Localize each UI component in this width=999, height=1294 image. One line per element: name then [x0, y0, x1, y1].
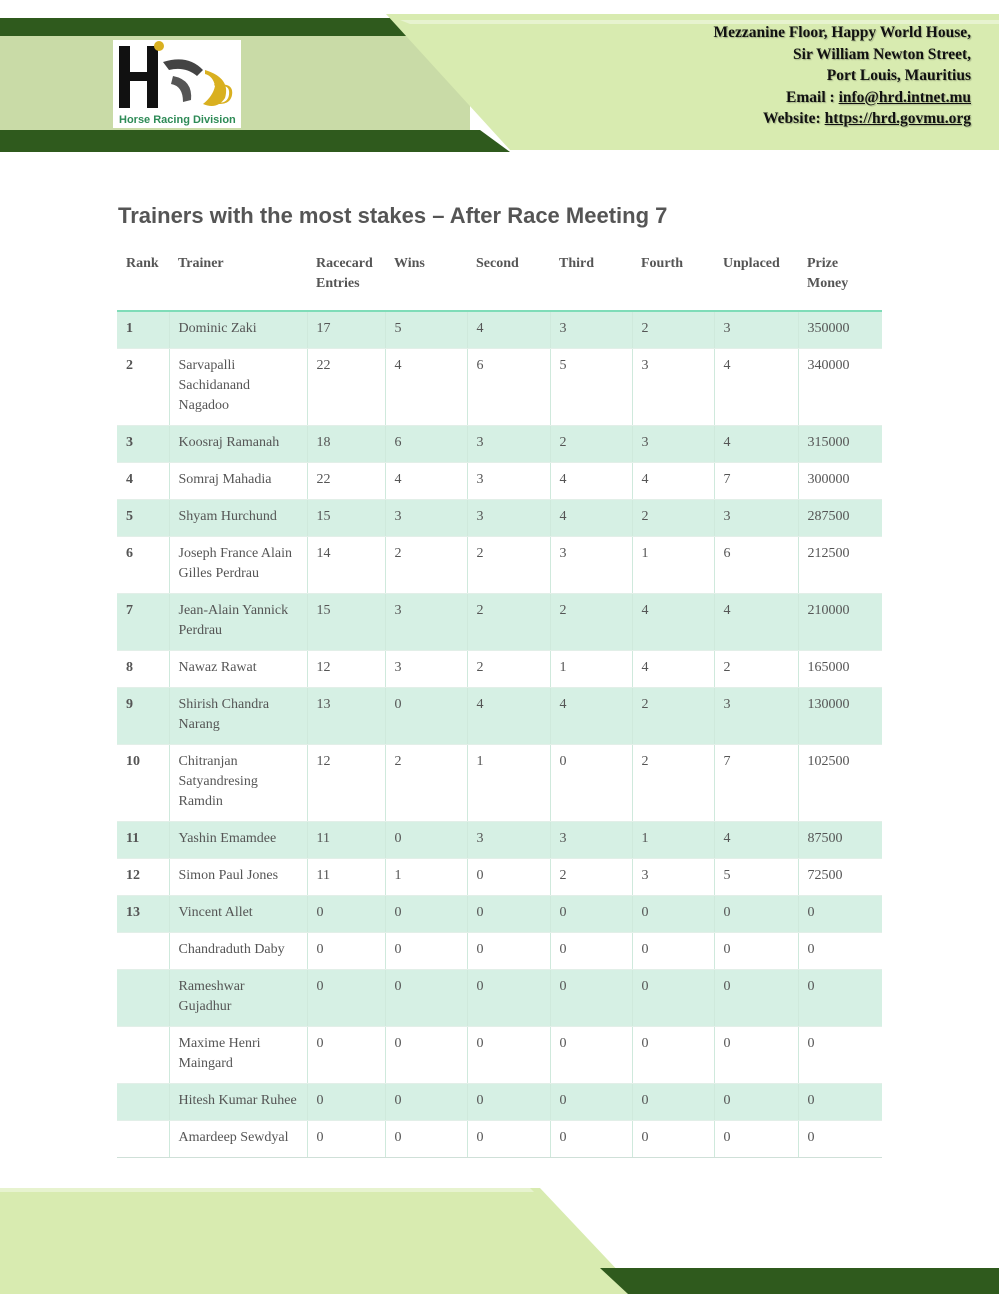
- prize-money-cell: 0: [798, 970, 882, 1027]
- wins-cell: 2: [385, 537, 467, 594]
- prize-money-cell: 0: [798, 1084, 882, 1121]
- rank-cell: 8: [117, 651, 169, 688]
- second-cell: 0: [467, 896, 550, 933]
- second-cell: 4: [467, 311, 550, 349]
- prize-money-cell: 0: [798, 1121, 882, 1158]
- table-row: [117, 745, 882, 822]
- table-row: [117, 311, 882, 349]
- entries-cell: 12: [307, 651, 385, 688]
- fourth-cell: 4: [632, 651, 714, 688]
- unplaced-cell: 0: [714, 1084, 798, 1121]
- entries-cell: 0: [307, 1121, 385, 1158]
- prize-money-cell: 0: [798, 896, 882, 933]
- hrd-logo-icon: [113, 40, 241, 112]
- fourth-cell: 3: [632, 349, 714, 426]
- col-header-fourth: Fourth: [632, 246, 714, 311]
- entries-cell: 22: [307, 349, 385, 426]
- prize-money-cell: 315000: [798, 426, 882, 463]
- entries-cell: 12: [307, 745, 385, 822]
- address-line: Sir William Newton Street,: [793, 45, 971, 63]
- third-cell: 0: [550, 1027, 632, 1084]
- third-cell: 3: [550, 537, 632, 594]
- prize-money-cell: 287500: [798, 500, 882, 537]
- table-row: [117, 1121, 882, 1158]
- second-cell: 0: [467, 859, 550, 896]
- second-cell: 3: [467, 822, 550, 859]
- col-header-prize-money: Prize Money: [798, 246, 882, 311]
- prize-money-cell: 300000: [798, 463, 882, 500]
- unplaced-cell: 6: [714, 537, 798, 594]
- fourth-cell: 1: [632, 822, 714, 859]
- rank-cell: 10: [117, 745, 169, 822]
- rank-cell: 9: [117, 688, 169, 745]
- third-cell: 4: [550, 500, 632, 537]
- unplaced-cell: 4: [714, 349, 798, 426]
- wins-cell: 0: [385, 1027, 467, 1084]
- second-cell: 0: [467, 1027, 550, 1084]
- second-cell: 0: [467, 1121, 550, 1158]
- rank-cell: 2: [117, 349, 169, 426]
- rank-cell: [117, 933, 169, 970]
- table-row: [117, 1084, 882, 1121]
- website-line: [714, 108, 971, 130]
- second-cell: 2: [467, 651, 550, 688]
- third-cell: 3: [550, 822, 632, 859]
- third-cell: 3: [550, 311, 632, 349]
- second-cell: 2: [467, 537, 550, 594]
- unplaced-cell: 3: [714, 311, 798, 349]
- entries-cell: 0: [307, 970, 385, 1027]
- second-cell: 4: [467, 688, 550, 745]
- table-row: [117, 426, 882, 463]
- trainer-cell: Yashin Emamdee: [169, 822, 307, 859]
- fourth-cell: 0: [632, 1084, 714, 1121]
- table-row: [117, 500, 882, 537]
- wins-cell: 2: [385, 745, 467, 822]
- table-row: [117, 651, 882, 688]
- unplaced-cell: 0: [714, 896, 798, 933]
- third-cell: 5: [550, 349, 632, 426]
- second-cell: 3: [467, 463, 550, 500]
- third-cell: 2: [550, 426, 632, 463]
- entries-cell: 0: [307, 933, 385, 970]
- trainer-cell: Shirish Chandra Narang: [169, 688, 307, 745]
- wins-cell: 0: [385, 1084, 467, 1121]
- prize-money-cell: 0: [798, 933, 882, 970]
- fourth-cell: 4: [632, 463, 714, 500]
- third-cell: 0: [550, 970, 632, 1027]
- second-cell: 1: [467, 745, 550, 822]
- prize-money-cell: 165000: [798, 651, 882, 688]
- unplaced-cell: 7: [714, 745, 798, 822]
- fourth-cell: 1: [632, 537, 714, 594]
- rank-cell: 6: [117, 537, 169, 594]
- prize-money-cell: 102500: [798, 745, 882, 822]
- unplaced-cell: 3: [714, 688, 798, 745]
- entries-cell: 15: [307, 500, 385, 537]
- third-cell: 0: [550, 1121, 632, 1158]
- wins-cell: 0: [385, 688, 467, 745]
- rank-cell: [117, 1027, 169, 1084]
- email-label: Email :: [786, 88, 839, 106]
- unplaced-cell: 5: [714, 859, 798, 896]
- third-cell: 0: [550, 896, 632, 933]
- fourth-cell: 0: [632, 1121, 714, 1158]
- wins-cell: 3: [385, 651, 467, 688]
- third-cell: 0: [550, 745, 632, 822]
- entries-cell: 22: [307, 463, 385, 500]
- entries-cell: 11: [307, 822, 385, 859]
- prize-money-cell: 72500: [798, 859, 882, 896]
- rank-cell: 3: [117, 426, 169, 463]
- trainer-cell: Dominic Zaki: [169, 311, 307, 349]
- svg-text:D: D: [211, 78, 233, 111]
- trainer-cell: Hitesh Kumar Ruhee: [169, 1084, 307, 1121]
- trainers-table: [117, 246, 882, 1158]
- trainer-cell: Jean-Alain Yannick Perdrau: [169, 594, 307, 651]
- hrd-logo: [113, 40, 241, 128]
- entries-cell: 18: [307, 426, 385, 463]
- rank-cell: [117, 970, 169, 1027]
- fourth-cell: 0: [632, 896, 714, 933]
- prize-money-cell: 0: [798, 1027, 882, 1084]
- unplaced-cell: 0: [714, 933, 798, 970]
- website-label: Website:: [763, 110, 825, 127]
- wins-cell: 0: [385, 822, 467, 859]
- wins-cell: 4: [385, 463, 467, 500]
- contact-info: [714, 22, 971, 130]
- unplaced-cell: 4: [714, 822, 798, 859]
- unplaced-cell: 3: [714, 500, 798, 537]
- email-link[interactable]: info@hrd.intnet.mu: [838, 88, 971, 106]
- trainer-cell: Nawaz Rawat: [169, 651, 307, 688]
- table-row: [117, 896, 882, 933]
- col-header-trainer: Trainer: [169, 246, 307, 311]
- prize-money-cell: 212500: [798, 537, 882, 594]
- fourth-cell: 2: [632, 745, 714, 822]
- logo-caption: Horse Racing Division: [119, 114, 236, 126]
- page-title: Trainers with the most stakes – After Race Meeting 7: [118, 203, 668, 228]
- wins-cell: 5: [385, 311, 467, 349]
- prize-money-cell: 350000: [798, 311, 882, 349]
- col-header-third: Third: [550, 246, 632, 311]
- entries-cell: 17: [307, 311, 385, 349]
- prize-money-cell: 130000: [798, 688, 882, 745]
- table-row: [117, 688, 882, 745]
- second-cell: 0: [467, 970, 550, 1027]
- trainer-cell: Koosraj Ramanah: [169, 426, 307, 463]
- wins-cell: 6: [385, 426, 467, 463]
- third-cell: 4: [550, 463, 632, 500]
- wins-cell: 4: [385, 349, 467, 426]
- entries-cell: 11: [307, 859, 385, 896]
- entries-cell: 14: [307, 537, 385, 594]
- address-line: Mezzanine Floor, Happy World House,: [713, 24, 971, 41]
- trainer-cell: Amardeep Sewdyal: [169, 1121, 307, 1158]
- second-cell: 0: [467, 933, 550, 970]
- trainer-cell: Maxime Henri Maingard: [169, 1027, 307, 1084]
- fourth-cell: 2: [632, 688, 714, 745]
- trainer-cell: Somraj Mahadia: [169, 463, 307, 500]
- wins-cell: 3: [385, 500, 467, 537]
- trainer-cell: Rameshwar Gujadhur: [169, 970, 307, 1027]
- table-row: [117, 537, 882, 594]
- entries-cell: 0: [307, 896, 385, 933]
- rank-cell: 11: [117, 822, 169, 859]
- rank-cell: 7: [117, 594, 169, 651]
- rank-cell: 5: [117, 500, 169, 537]
- col-header-entries: Racecard Entries: [307, 246, 385, 311]
- table-row: [117, 1027, 882, 1084]
- unplaced-cell: 2: [714, 651, 798, 688]
- fourth-cell: 2: [632, 311, 714, 349]
- unplaced-cell: 0: [714, 970, 798, 1027]
- footer-banner: [0, 1180, 999, 1294]
- unplaced-cell: 0: [714, 1027, 798, 1084]
- third-cell: 1: [550, 651, 632, 688]
- table-row: [117, 970, 882, 1027]
- unplaced-cell: 4: [714, 426, 798, 463]
- prize-money-cell: 210000: [798, 594, 882, 651]
- entries-cell: 0: [307, 1027, 385, 1084]
- fourth-cell: 3: [632, 859, 714, 896]
- second-cell: 6: [467, 349, 550, 426]
- trainer-cell: Simon Paul Jones: [169, 859, 307, 896]
- third-cell: 0: [550, 1084, 632, 1121]
- wins-cell: 1: [385, 859, 467, 896]
- email-line: [714, 87, 971, 109]
- fourth-cell: 0: [632, 970, 714, 1027]
- third-cell: 2: [550, 859, 632, 896]
- unplaced-cell: 4: [714, 594, 798, 651]
- fourth-cell: 2: [632, 500, 714, 537]
- unplaced-cell: 7: [714, 463, 798, 500]
- fourth-cell: 3: [632, 426, 714, 463]
- table-row: [117, 822, 882, 859]
- wins-cell: 3: [385, 594, 467, 651]
- wins-cell: 0: [385, 970, 467, 1027]
- table-row: [117, 594, 882, 651]
- wins-cell: 0: [385, 933, 467, 970]
- table-row: [117, 859, 882, 896]
- rank-cell: 1: [117, 311, 169, 349]
- unplaced-cell: 0: [714, 1121, 798, 1158]
- wins-cell: 0: [385, 1121, 467, 1158]
- table-header-row: [117, 246, 882, 311]
- trainer-cell: Vincent Allet: [169, 896, 307, 933]
- prize-money-cell: 340000: [798, 349, 882, 426]
- second-cell: 3: [467, 426, 550, 463]
- table-row: [117, 349, 882, 426]
- trainer-cell: Joseph France Alain Gilles Perdrau: [169, 537, 307, 594]
- trainer-cell: Chandraduth Daby: [169, 933, 307, 970]
- trainer-cell: Shyam Hurchund: [169, 500, 307, 537]
- table-body: [117, 311, 882, 1158]
- entries-cell: 0: [307, 1084, 385, 1121]
- third-cell: 4: [550, 688, 632, 745]
- fourth-cell: 0: [632, 1027, 714, 1084]
- rank-cell: 12: [117, 859, 169, 896]
- trainer-cell: Sarvapalli Sachidanand Nagadoo: [169, 349, 307, 426]
- entries-cell: 13: [307, 688, 385, 745]
- col-header-unplaced: Unplaced: [714, 246, 798, 311]
- trainer-cell: Chitranjan Satyandresing Ramdin: [169, 745, 307, 822]
- fourth-cell: 4: [632, 594, 714, 651]
- prize-money-cell: 87500: [798, 822, 882, 859]
- col-header-wins: Wins: [385, 246, 467, 311]
- table-row: [117, 933, 882, 970]
- fourth-cell: 0: [632, 933, 714, 970]
- rank-cell: [117, 1084, 169, 1121]
- rank-cell: [117, 1121, 169, 1158]
- second-cell: 0: [467, 1084, 550, 1121]
- third-cell: 2: [550, 594, 632, 651]
- rank-cell: 13: [117, 896, 169, 933]
- wins-cell: 0: [385, 896, 467, 933]
- address-line: Port Louis, Mauritius: [826, 67, 971, 84]
- col-header-rank: Rank: [117, 246, 169, 311]
- rank-cell: 4: [117, 463, 169, 500]
- col-header-second: Second: [467, 246, 550, 311]
- second-cell: 2: [467, 594, 550, 651]
- website-link[interactable]: https://hrd.govmu.org: [824, 110, 971, 127]
- third-cell: 0: [550, 933, 632, 970]
- entries-cell: 15: [307, 594, 385, 651]
- table-row: [117, 463, 882, 500]
- second-cell: 3: [467, 500, 550, 537]
